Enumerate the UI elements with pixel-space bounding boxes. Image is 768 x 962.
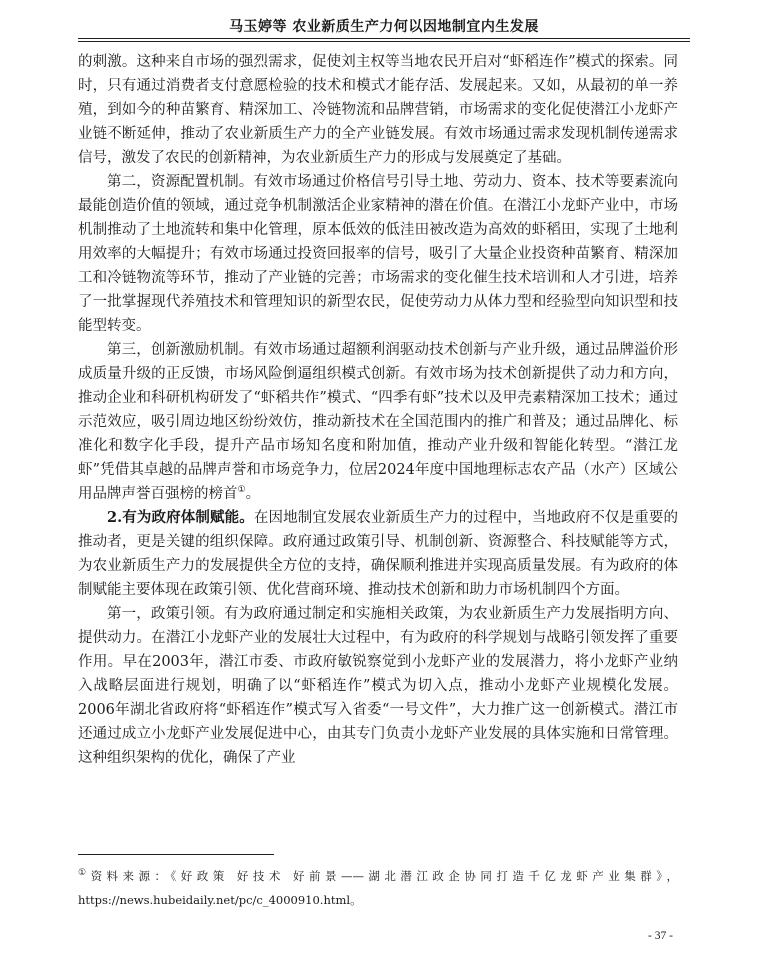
paragraph-government-empowerment [78,506,678,602]
page-number: - 37 - [648,930,673,942]
footnote-marker: ① [78,868,91,879]
footnote-reference[interactable]: ① [237,485,246,496]
header-rule-top [78,38,690,39]
paragraph-resource-allocation: 第二，资源配置机制。有效市场通过价格信号引导土地、劳动力、资本、技术等要素流向最能创造价值的领域，通过竞争机制激活企业家精神的潜在价值。在潜江小龙虾产业中，市场机制推动了土地流转和集中化管理，原本低效的低洼田被改造为高效的虾稻田，实现了土地利用效率的大幅提升；有效市场通过投资回报率的信号，吸引了大量企业投资种苗繁育、精深加工和冷链物流等环节，推动了产业链的完善；市场需求的变化催生技术培训和人才引进，培养了一批掌握现代养殖技术和管理知识的新型农民，促使劳动力从体力型和经验型向知识型和技能型转变。 [78,174,678,334]
paragraph-continuation: 的刺激。这种来自市场的强烈需求，促使刘主权等当地农民开启对“虾稻连作”模式的探索。同时，只有通过消费者支付意愿检验的技术和模式才能存活、发展起来。又如，从最初的单一养殖，到如今的种苗繁育、精深加工、冷链物流和品牌营销，市场需求的变化促使潜江小龙虾产业链不断延伸，推动了农业新质生产力的全产业链发展。有效市场通过需求发现机制传递需求信号，激发了农民的创新精神，为农业新质生产力的形成与发展奠定了基础。 [78,54,678,166]
running-header: 马玉婷等 农业新质生产力何以因地制宜内生发展 [229,19,539,35]
footnote [78,864,678,912]
paragraph-innovation-end: 。 [245,486,261,502]
paragraph-innovation-text: 第三，创新激励机制。有效市场通过超额利润驱动技术创新与产业升级，通过品牌溢价形成质量升级的正反馈，市场风险倒逼组织模式创新。有效市场为技术创新提供了动力和方向，推动企业和科研机构研发了“虾稻共作”模式、“四季有虾”技术以及甲壳素精深加工技术；通过示范效应，吸引周边地区纷纷效仿，推动新技术在全国范围内的推广和普及；通过品牌化、标准化和数字化手段，提升产品市场知名度和附加值，推动产业升级和智能化转型。“潜江龙虾”凭借其卓越的品牌声誉和市场竞争力，位居2024年度中国地理标志农产品（水产）区域公用品牌声誉百强榜的榜首 [78,342,678,502]
footnote-text: 资料来源：《好政策 好技术 好前景——湖北潜江政企协同打造千亿龙虾产业集群》，https://news.hubeidaily.net/pc/c_4000910.html。 [78,869,678,907]
paragraph-government-text: 在因地制宜发展农业新质生产力的过程中，当地政府不仅是重要的推动者，更是关键的组织保障。政府通过政策引导、机制创新、资源整合、科技赋能等方式，为农业新质生产力的发展提供全方位的支持，确保顺利推进并实现高质量发展。有为政府的体制赋能主要体现在政策引领、优化营商环境、推动技术创新和助力市场机制四个方面。 [78,510,678,598]
header-rule-bottom [78,41,690,42]
paragraph-innovation-incentive [78,338,678,506]
paragraph-policy-guidance: 第一，政策引领。有为政府通过制定和实施相关政策，为农业新质生产力发展指明方向、提供动力。在潜江小龙虾产业的发展壮大过程中，有为政府的科学规划与战略引领发挥了重要作用。早在2003年，潜江市委、市政府敏锐察觉到小龙虾产业的发展潜力，将小龙虾产业纳入战略层面进行规划，明确了以“虾稻连作”模式为切入点，推动小龙虾产业规模化发展。2006年湖北省政府将“虾稻连作”模式写入省委“一号文件”，大力推广这一创新模式。潜江市还通过成立小龙虾产业发展促进中心，由其专门负责小龙虾产业发展的具体实施和日常管理。这种组织架构的优化，确保了产业 [78,606,678,766]
body-text [78,50,678,770]
section-heading: 2.有为政府体制赋能。 [107,509,254,526]
footnote-divider [78,854,274,855]
